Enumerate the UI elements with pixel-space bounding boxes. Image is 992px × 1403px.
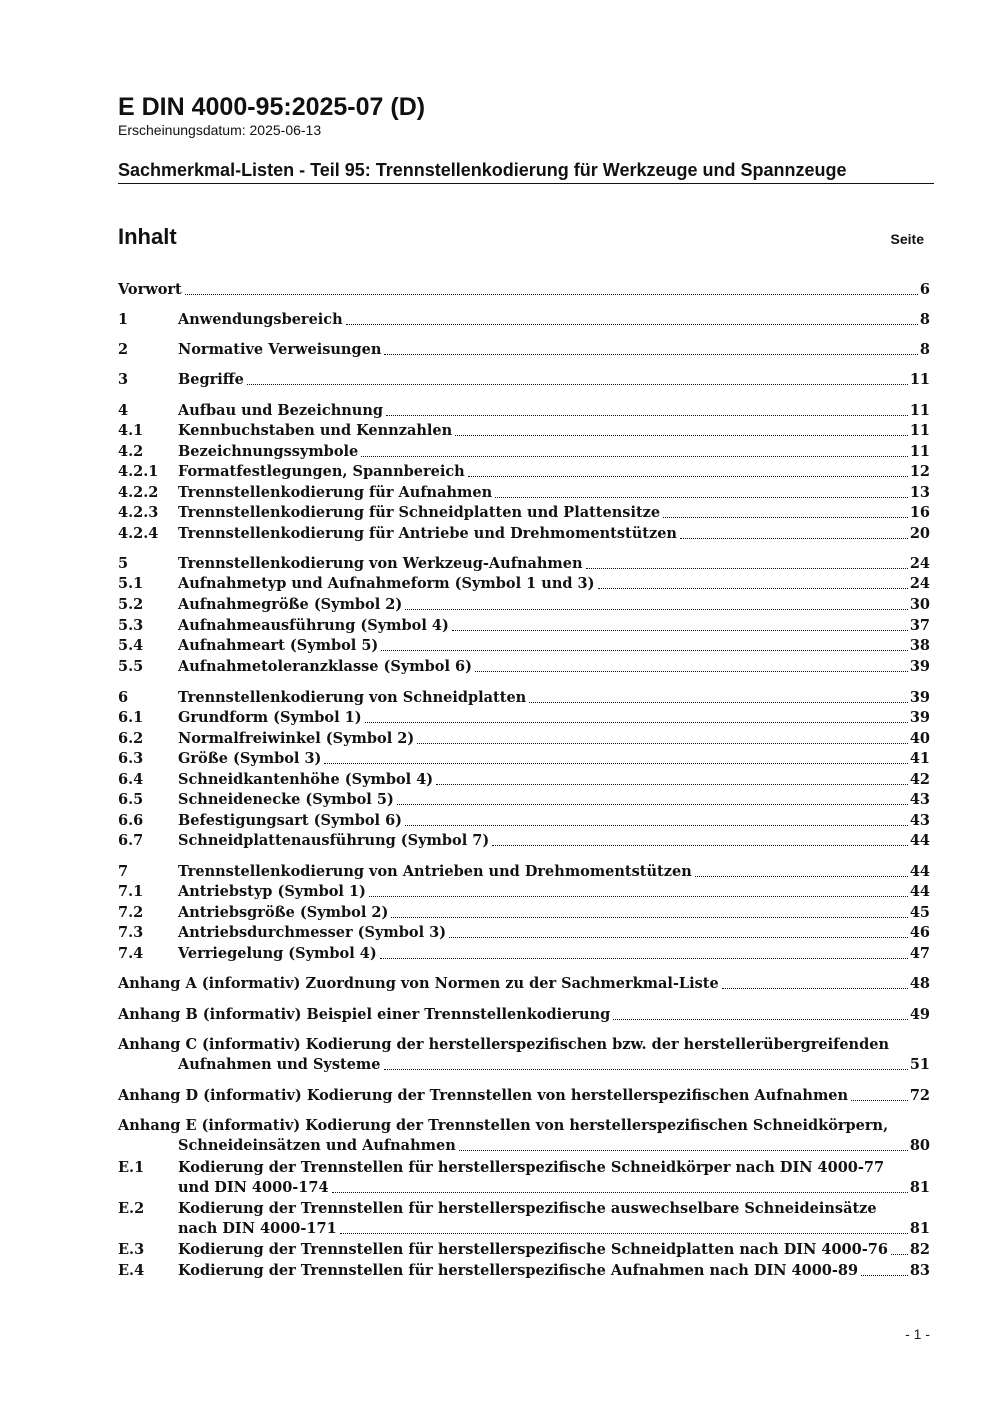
toc-entry-title: Trennstellenkodierung für Antriebe und Drehmomentstützen — [178, 525, 677, 542]
toc-entry-title: Vorwort — [118, 281, 182, 298]
dot-leader — [891, 1240, 908, 1255]
dot-leader — [455, 421, 908, 436]
toc-entry-title: Antriebsdurchmesser (Symbol 3) — [178, 924, 447, 941]
toc-entry-title: Anhang D (informativ) Kodierung der Trennstellen von herstellerspezifischen Aufnahmen — [118, 1087, 849, 1104]
toc-entry-page: 51 — [909, 1056, 930, 1073]
dot-leader — [405, 811, 908, 826]
toc-entry-title: Begriffe — [178, 371, 244, 388]
publication-date: Erscheinungsdatum: 2025-06-13 — [118, 122, 322, 138]
toc-entry-title: Formatfestlegungen, Spannbereich — [178, 463, 465, 480]
toc-entry-number: 4.2.2 — [118, 484, 159, 501]
toc-entry-title: Schneidplattenausführung (Symbol 7) — [178, 832, 490, 849]
toc-entry[interactable] — [118, 749, 930, 769]
toc-entry-number: 6.3 — [118, 750, 144, 767]
toc-entry-title: Aufbau und Bezeichnung — [178, 402, 384, 419]
toc-entry-title: Trennstellenkodierung von Werkzeug-Aufnahmen — [178, 555, 583, 572]
toc-entry-title: Trennstellenkodierung für Aufnahmen — [178, 484, 493, 501]
toc-entry-title: Trennstellenkodierung von Schneidplatten — [178, 689, 527, 706]
dot-leader — [492, 831, 908, 846]
toc-entry[interactable] — [118, 574, 930, 594]
toc-entry-page: 44 — [909, 832, 930, 849]
dot-leader — [598, 574, 908, 589]
toc-entry[interactable] — [118, 790, 930, 810]
dot-leader — [247, 370, 908, 385]
toc-entry-number: 5 — [118, 555, 129, 572]
toc-entry[interactable] — [118, 1086, 930, 1106]
toc-entry-number: 5.3 — [118, 617, 144, 634]
toc-entry-page: 47 — [909, 945, 930, 962]
toc-entry-page: 13 — [909, 484, 930, 501]
toc-entry-title: Schneidkantenhöhe (Symbol 4) — [178, 771, 434, 788]
toc-entry-title: Anhang E (informativ) Kodierung der Trennstellen von herstellerspezifischen Schneidkörpern, — [118, 1117, 889, 1134]
toc-entry[interactable] — [118, 1035, 930, 1073]
toc-entry[interactable] — [118, 503, 930, 523]
toc-entry[interactable] — [118, 595, 930, 615]
toc-entry-title: Größe (Symbol 3) — [178, 750, 322, 767]
toc-entry-number: 2 — [118, 341, 129, 358]
toc-entry[interactable] — [118, 340, 930, 360]
toc-entry-page: 16 — [909, 504, 930, 521]
dot-leader — [397, 790, 908, 805]
toc-entry[interactable] — [118, 524, 930, 544]
toc-entry-title: Antriebstyp (Symbol 1) — [178, 883, 366, 900]
toc-entry-title: Kodierung der Trennstellen für herstellerspezifische Aufnahmen nach DIN 4000-89 — [178, 1262, 859, 1279]
toc-entry[interactable] — [118, 401, 930, 421]
toc-entry-page: 42 — [909, 771, 930, 788]
toc-entry-page: 40 — [909, 730, 930, 747]
toc-entry-page: 11 — [909, 402, 930, 419]
toc-entry-page: 39 — [909, 658, 930, 675]
toc-heading: Inhalt — [118, 224, 177, 249]
toc-entry-number: 4 — [118, 402, 129, 419]
toc-entry[interactable] — [118, 636, 930, 656]
toc-entry[interactable] — [118, 462, 930, 482]
toc-entry-number: 4.2 — [118, 443, 144, 460]
toc-entry-title: und DIN 4000-174 — [178, 1179, 329, 1196]
dot-leader — [381, 636, 908, 651]
toc-entry-title: Kennbuchstaben und Kennzahlen — [178, 422, 453, 439]
dot-leader — [680, 524, 908, 539]
toc-entry[interactable] — [118, 616, 930, 636]
toc-entry-number: 7.4 — [118, 945, 144, 962]
dot-leader — [452, 616, 908, 631]
dot-leader — [436, 770, 908, 785]
dot-leader — [340, 1219, 908, 1234]
toc-entry-title: nach DIN 4000-171 — [178, 1220, 337, 1237]
toc-entry-title: Kodierung der Trennstellen für herstellerspezifische Schneidplatten nach DIN 4000-76 — [178, 1241, 888, 1258]
toc-entry-title: Befestigungsart (Symbol 6) — [178, 812, 403, 829]
toc-entry-number: 5.1 — [118, 575, 144, 592]
document-title: Sachmerkmal-Listen - Teil 95: Trennstellenkodierung für Werkzeuge und Spannzeuge — [118, 159, 934, 184]
toc-entry-title: Trennstellenkodierung von Antrieben und Drehmomentstützen — [178, 863, 692, 880]
toc-entry-number: 5.2 — [118, 596, 144, 613]
toc-entry-page: 12 — [909, 463, 930, 480]
toc-entry-number: E.4 — [118, 1262, 145, 1279]
toc-entry-page: 46 — [909, 924, 930, 941]
toc-entry[interactable] — [118, 729, 930, 749]
toc-entry[interactable] — [118, 1240, 930, 1260]
toc-entry[interactable] — [118, 657, 930, 677]
toc-entry-page: 83 — [909, 1262, 930, 1279]
toc-entry-number: 4.1 — [118, 422, 144, 439]
toc-entry[interactable] — [118, 923, 930, 943]
toc-entry[interactable] — [118, 370, 930, 390]
toc-entry-title: Aufnahmeart (Symbol 5) — [178, 637, 379, 654]
dot-leader — [369, 882, 908, 897]
toc-entry-number: 4.2.3 — [118, 504, 159, 521]
toc-entry-number: 5.5 — [118, 658, 144, 675]
toc-entry-number: 4.2.4 — [118, 525, 159, 542]
toc-entry-page: 11 — [909, 422, 930, 439]
dot-leader — [861, 1261, 908, 1276]
toc-entry-title: Antriebsgröße (Symbol 2) — [178, 904, 389, 921]
toc-entry[interactable] — [118, 310, 930, 330]
toc-entry-page: 80 — [909, 1137, 930, 1154]
dot-leader — [346, 310, 918, 325]
dot-leader — [529, 688, 908, 703]
dot-leader — [332, 1178, 908, 1193]
toc-entry-number: E.1 — [118, 1159, 145, 1176]
dot-leader — [586, 554, 908, 569]
toc-entry-title: Schneideinsätzen und Aufnahmen — [178, 1137, 456, 1154]
toc-entry-page: 72 — [909, 1087, 930, 1104]
toc-entry-number: 1 — [118, 311, 129, 328]
dot-leader — [384, 340, 918, 355]
toc-entry-page: 81 — [909, 1220, 930, 1237]
toc-entry-page: 82 — [909, 1241, 930, 1258]
toc-entry-page: 48 — [909, 975, 930, 992]
toc-entry[interactable] — [118, 944, 930, 964]
toc-entry-page: 11 — [909, 443, 930, 460]
dot-leader — [851, 1086, 908, 1101]
toc-entry-number: 6.6 — [118, 812, 144, 829]
toc-entry[interactable] — [118, 831, 930, 851]
toc-entry-page: 24 — [909, 575, 930, 592]
toc-entry-title: Anwendungsbereich — [178, 311, 343, 328]
toc-entry-number: 6.7 — [118, 832, 144, 849]
toc-entry[interactable] — [118, 483, 930, 503]
toc-entry-title: Kodierung der Trennstellen für herstellerspezifische Schneidkörper nach DIN 4000-77 — [178, 1159, 885, 1176]
dot-leader — [391, 903, 907, 918]
toc-entry-number: 7 — [118, 863, 129, 880]
page-number: - 1 - — [905, 1326, 930, 1342]
toc-entry-number: 5.4 — [118, 637, 144, 654]
toc-entry-page: 41 — [909, 750, 930, 767]
toc-entry[interactable] — [118, 708, 930, 728]
toc-entry-title: Normative Verweisungen — [178, 341, 382, 358]
dot-leader — [449, 923, 908, 938]
toc-entry-page: 43 — [909, 791, 930, 808]
dot-leader — [324, 749, 907, 764]
toc-entry[interactable] — [118, 280, 930, 300]
dot-leader — [386, 401, 908, 416]
toc-entry[interactable] — [118, 1199, 930, 1237]
toc-entry[interactable] — [118, 1005, 930, 1025]
toc-entry-title: Verriegelung (Symbol 4) — [178, 945, 377, 962]
toc-entry-number: 6.2 — [118, 730, 144, 747]
dot-leader — [722, 974, 908, 989]
toc-entry[interactable] — [118, 421, 930, 441]
dot-leader — [384, 1055, 908, 1070]
page-column-label: Seite — [890, 231, 924, 247]
toc-entry-page: 8 — [919, 341, 930, 358]
document-id: E DIN 4000-95:2025-07 (D) — [118, 93, 426, 121]
toc-entry[interactable] — [118, 1116, 930, 1154]
toc-entry-page: 38 — [909, 637, 930, 654]
dot-leader — [365, 708, 908, 723]
toc-entry-number: 3 — [118, 371, 129, 388]
toc-entry-title: Aufnahmegröße (Symbol 2) — [178, 596, 403, 613]
toc-entry-page: 20 — [909, 525, 930, 542]
toc-entry-page: 39 — [909, 689, 930, 706]
dot-leader — [380, 944, 908, 959]
toc-entry-page: 8 — [919, 311, 930, 328]
dot-leader — [459, 1136, 908, 1151]
toc-entry[interactable] — [118, 554, 930, 574]
toc-entry-title: Anhang A (informativ) Zuordnung von Normen zu der Sachmerkmal-Liste — [118, 975, 719, 992]
toc-entry-number: 6.1 — [118, 709, 144, 726]
toc-entry-number: 6 — [118, 689, 129, 706]
toc-entry-number: 7.1 — [118, 883, 144, 900]
toc-entry-page: 45 — [909, 904, 930, 921]
toc-entry-page: 11 — [909, 371, 930, 388]
toc-entry-page: 81 — [909, 1179, 930, 1196]
dot-leader — [495, 483, 908, 498]
toc-entry-title: Grundform (Symbol 1) — [178, 709, 362, 726]
toc-entry-page: 6 — [919, 281, 930, 298]
dot-leader — [663, 503, 908, 518]
toc-entry-page: 37 — [909, 617, 930, 634]
toc-entry-page: 30 — [909, 596, 930, 613]
dot-leader — [361, 442, 908, 457]
toc-entry-page: 43 — [909, 812, 930, 829]
toc-entry-title: Aufnahmetyp und Aufnahmeform (Symbol 1 und 3) — [178, 575, 595, 592]
dot-leader — [405, 595, 908, 610]
toc-entry[interactable] — [118, 903, 930, 923]
toc-entry-title: Aufnahmen und Systeme — [178, 1056, 381, 1073]
toc-entry-number: E.3 — [118, 1241, 145, 1258]
toc-entry-title: Anhang B (informativ) Beispiel einer Trennstellenkodierung — [118, 1006, 611, 1023]
toc-entry-title: Schneidenecke (Symbol 5) — [178, 791, 394, 808]
toc-entry-title: Trennstellenkodierung für Schneidplatten und Plattensitze — [178, 504, 661, 521]
toc-entry-number: 7.2 — [118, 904, 144, 921]
toc-entry-title: Bezeichnungssymbole — [178, 443, 359, 460]
toc-entry-title: Aufnahmeausführung (Symbol 4) — [178, 617, 449, 634]
dot-leader — [185, 280, 918, 295]
dot-leader — [417, 729, 908, 744]
toc-entry[interactable] — [118, 811, 930, 831]
toc-entry-page: 39 — [909, 709, 930, 726]
toc-entry[interactable] — [118, 688, 930, 708]
toc-entry-number: 7.3 — [118, 924, 144, 941]
toc-entry[interactable] — [118, 770, 930, 790]
toc-entry-page: 24 — [909, 555, 930, 572]
toc-entry[interactable] — [118, 974, 930, 994]
toc-entry-title: Anhang C (informativ) Kodierung der herstellerspezifischen bzw. der herstellerübergreifenden — [118, 1036, 889, 1053]
dot-leader — [613, 1005, 908, 1020]
dot-leader — [695, 862, 908, 877]
toc-entry-page: 44 — [909, 863, 930, 880]
toc-entry-number: 6.5 — [118, 791, 144, 808]
toc-entry-number: 4.2.1 — [118, 463, 159, 480]
toc-entry-page: 44 — [909, 883, 930, 900]
toc-entry-page: 49 — [909, 1006, 930, 1023]
toc-entry[interactable] — [118, 1158, 930, 1196]
toc-entry-title: Aufnahmetoleranzklasse (Symbol 6) — [178, 658, 472, 675]
toc-entry[interactable] — [118, 442, 930, 462]
toc-entry-number: 6.4 — [118, 771, 144, 788]
toc-entry[interactable] — [118, 1261, 930, 1281]
dot-leader — [475, 657, 908, 672]
toc-entry[interactable] — [118, 882, 930, 902]
toc-entry-title: Kodierung der Trennstellen für herstellerspezifische auswechselbare Schneideinsätze — [178, 1200, 877, 1217]
toc-entry-title: Normalfreiwinkel (Symbol 2) — [178, 730, 415, 747]
toc-entry[interactable] — [118, 862, 930, 882]
toc-entry-number: E.2 — [118, 1200, 145, 1217]
dot-leader — [468, 462, 908, 477]
